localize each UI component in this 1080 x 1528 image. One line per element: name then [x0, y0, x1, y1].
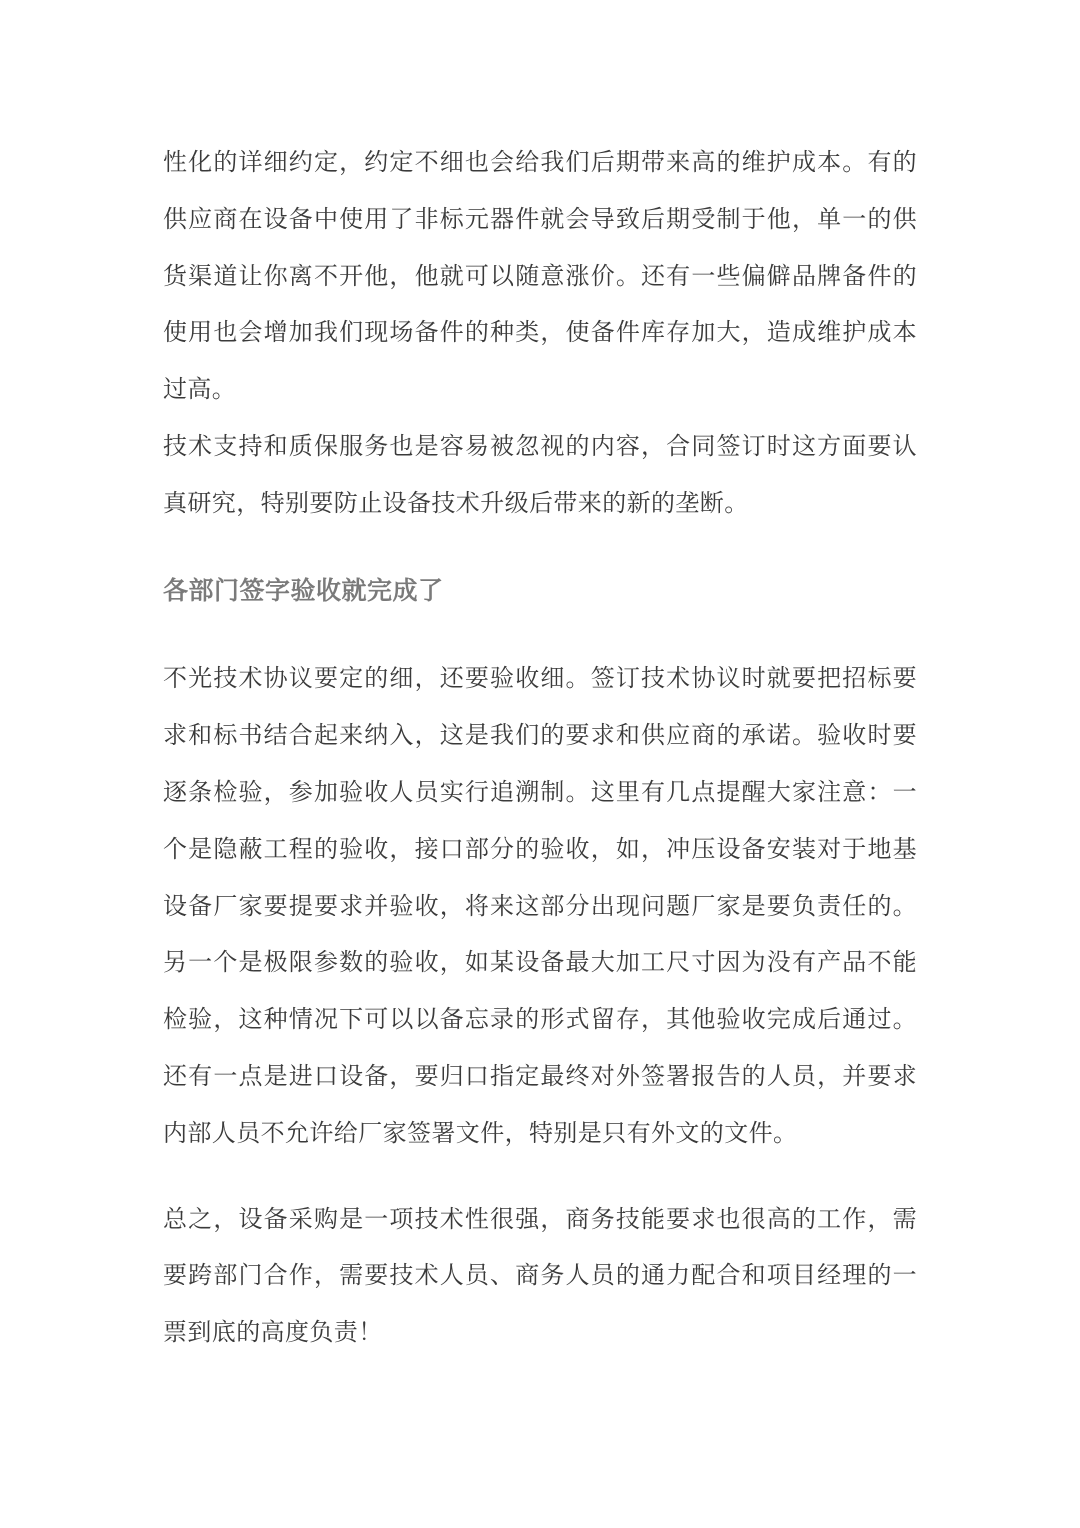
spacer: [163, 532, 917, 563]
section-heading: 各部门签字验收就完成了: [163, 575, 444, 605]
article-body: [163, 134, 917, 1361]
paragraph-tech-support: 技术支持和质保服务也是容易被忽视的内容，合同签订时这方面要认真研究，特别要防止设备技术升级后带来的新的垄断。: [163, 431, 917, 517]
paragraph-maintenance-cost: 性化的详细约定，约定不细也会给我们后期带来高的维护成本。有的供应商在设备中使用了非标元器件就会导致后期受制于他，单一的供货渠道让你离不开他，他就可以随意涨价。还有一些偏僻品牌备件的使用也会增加我们现场备件的种类，使备件库存加大，造成维护成本过高。: [163, 148, 917, 404]
paragraph-acceptance: 不光技术协议要定的细，还要验收细。签订技术协议时就要把招标要求和标书结合起来纳入，这是我们的要求和供应商的承诺。验收时要逐条检验，参加验收人员实行追溯制。这里有几点提醒大家注意：一个是隐蔽工程的验收，接口部分的验收，如，冲压设备安装对于地基设备厂家要提要求并验收，将来这部分出现问题厂家是要负责任的。另一个是极限参数的验收，如某设备最大加工尺寸因为没有产品不能检验，这种情况下可以以备忘录的形式留存，其他验收完成后通过。还有一点是进口设备，要归口指定最终对外签署报告的人员，并要求内部人员不允许给厂家签署文件，特别是只有外文的文件。: [163, 664, 917, 1147]
spacer: [163, 619, 917, 650]
paragraph-conclusion: 总之，设备采购是一项技术性很强，商务技能要求也很高的工作，需要跨部门合作，需要技术人员、商务人员的通力配合和项目经理的一票到底的高度负责！: [163, 1204, 917, 1347]
spacer: [163, 1162, 917, 1191]
